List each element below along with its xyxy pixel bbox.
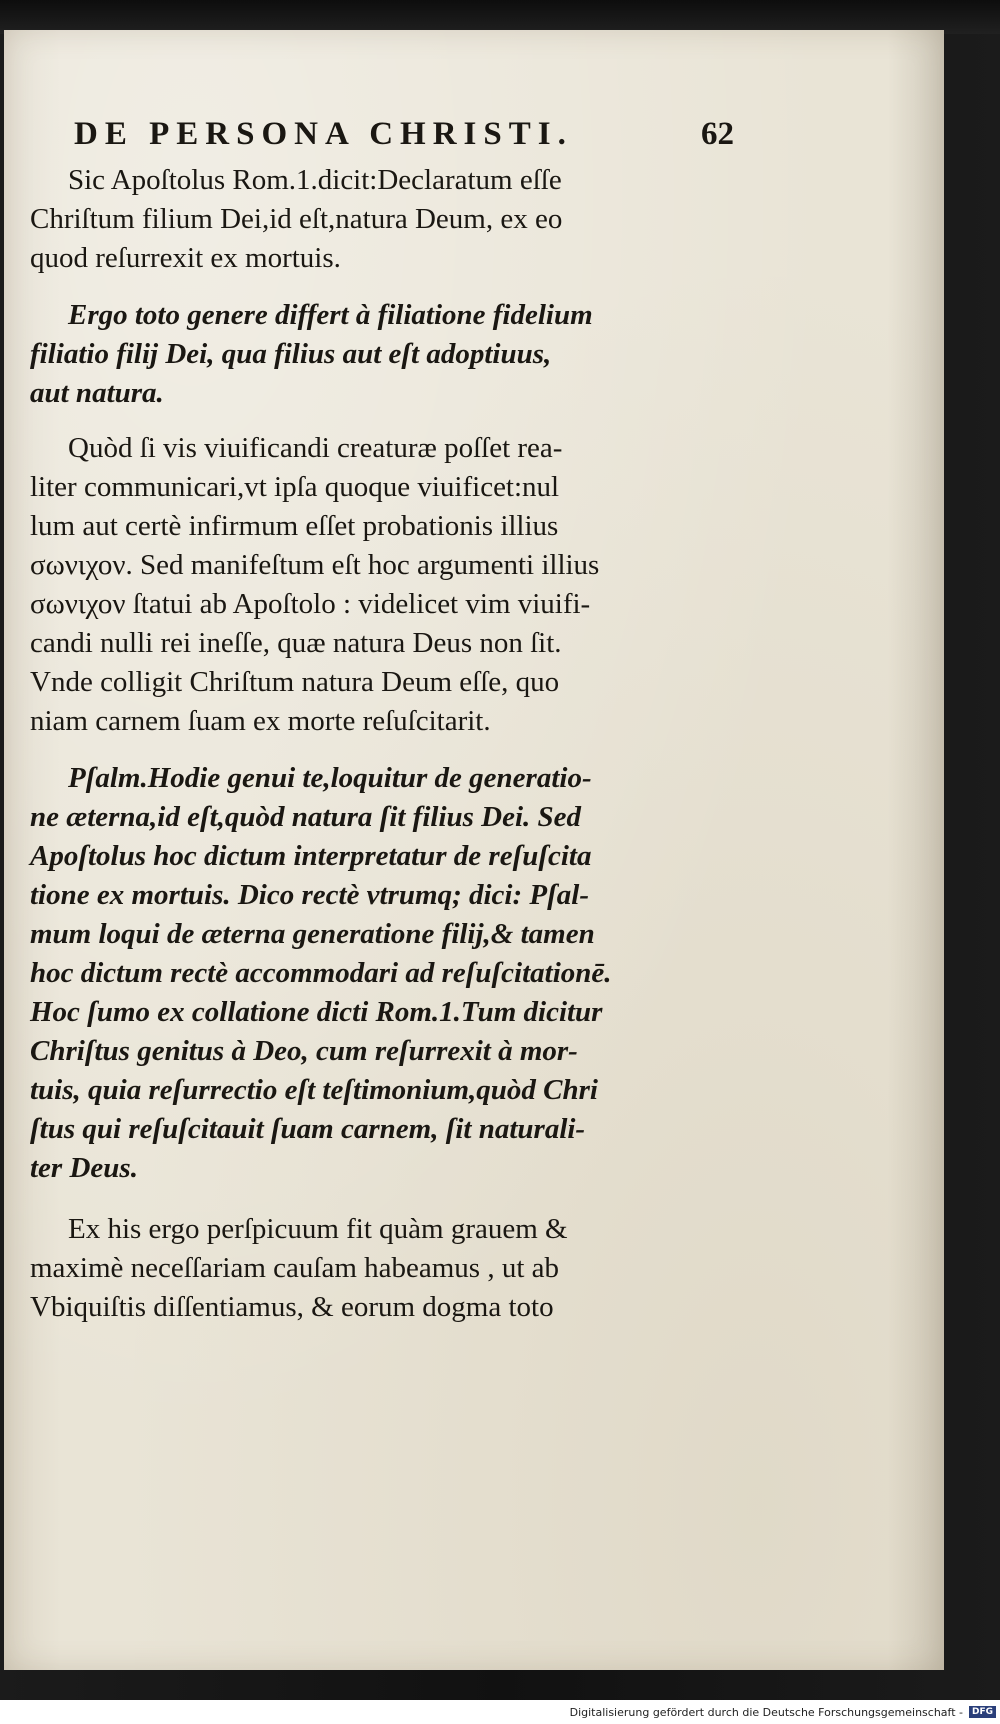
paragraph-3: Quòd ſi vis viuificandi creaturæ poſſet rea- liter communicari,vt ipſa quoque viuificet:nul lum aut certè infirmum eſſet probationis illius σωνιχον. Sed manifeſtum eſt hoc argumenti illius σωνιχον ſtatui ab Apoſtolo : videlicet vim viuifi- candi nulli rei ineſſe, quæ natura Deus non ſit. Vnde colligit Chriſtum natura Deum eſſe, quo niam carnem ſuam ex morte reſuſcitarit.: [30, 432, 600, 737]
book-page: [4, 30, 944, 1670]
dfg-logo: DFG: [969, 1706, 996, 1718]
paragraph-1: Sic Apoſtolus Rom.1.dicit:Declaratum eſſe Chriſtum filium Dei,id eſt,natura Deum, ex eo quod reſurrexit ex mortuis.: [30, 164, 563, 274]
scan-top-edge: [0, 0, 1000, 34]
paragraph-2: Ergo toto genere differt à filiatione fidelium filiatio filij Dei, qua filius aut eſt adoptiuus, aut natura.: [30, 299, 593, 409]
page-number: 62: [701, 116, 734, 152]
running-head: DE PERSONA CHRISTI.: [74, 116, 573, 152]
page-text-block: [30, 116, 734, 1327]
paragraph-4: Pſalm.Hodie genui te,loquitur de generatio- ne æterna,id eſt,quòd natura ſit filius Dei. Sed Apoſtolus hoc dictum interpretatur de reſuſcita tione ex mortuis. Dico rectè vtrumq; dici: Pſal- mum loqui de æterna generatione filij,& tamen hoc dictum rectè accommodari ad reſuſcitationē. Hoc ſumo ex collatione dicti Rom.1.Tum dicitur Chriſtus genitus à Deo, cum reſurrexit à mor- tuis, quia reſurrectio eſt teſtimonium,quòd Chri ſtus qui reſuſcitauit ſuam carnem, ſit naturali- ter Deus.: [30, 762, 612, 1184]
page-header: [74, 118, 734, 151]
digitization-footer: [0, 1700, 1000, 1724]
paragraph-5: Ex his ergo perſpicuum fit quàm grauem & maximè neceſſariam cauſam habeamus , ut ab Vbiquiſtis diſſentiamus, & eorum dogma toto: [30, 1213, 568, 1323]
funding-credit: Digitalisierung gefördert durch die Deutsche Forschungsgemeinschaft -: [569, 1705, 963, 1719]
